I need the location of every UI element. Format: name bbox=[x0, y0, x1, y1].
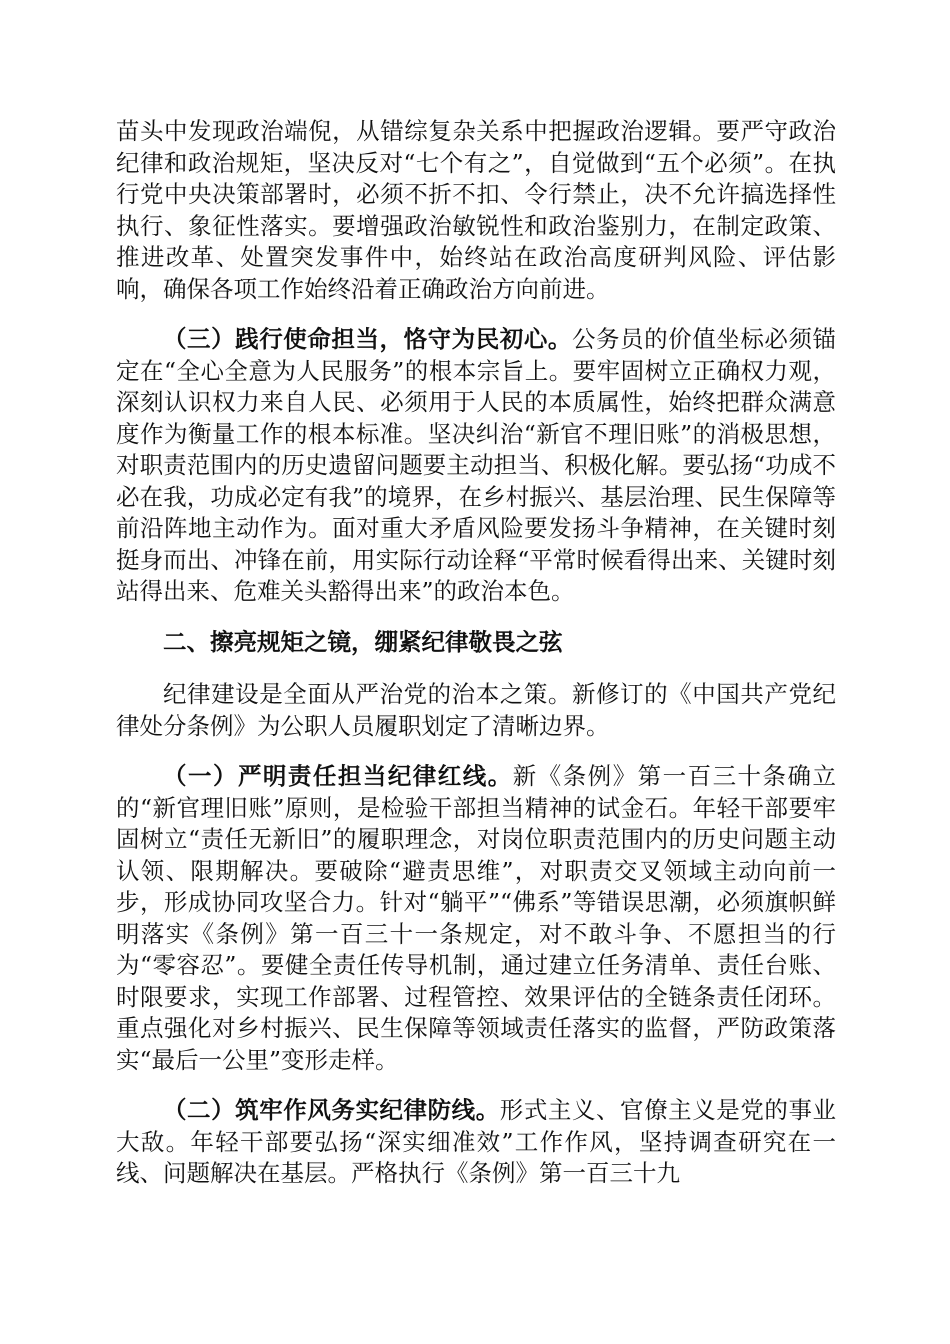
document-page bbox=[116, 116, 836, 1209]
paragraph-body: 形式主义、官僚主义是党的事业大敌。年轻干部要弘扬“深实细准效”工作作风，坚持调查研究在一线、问题解决在基层。严格执行《条例》第一百三十九 bbox=[116, 1096, 837, 1187]
paragraph-lead: （二）筑牢作风务实纪律防线。 bbox=[163, 1096, 500, 1124]
paragraph-lead: （三）践行使命担当，恪守为民初心。 bbox=[163, 325, 572, 353]
paragraph-political-discipline: 苗头中发现政治端倪，从错综复杂关系中把握政治逻辑。要严守政治纪律和政治规矩，坚决反对“七个有之”，自觉做到“五个必须”。在执行党中央决策部署时，必须不折不扣、令行禁止，决不允许搞选择性执行、象征性落实。要增强政治敏锐性和政治鉴别力，在制定政策、推进改革、处置突发事件中，始终站在政治高度研判风险、评估影响，确保各项工作始终沿着正确政治方向前进。 bbox=[116, 117, 836, 303]
paragraph-body: 公务员的价值坐标必须锚定在“全心全意为人民服务”的根本宗旨上。要牢固树立正确权力观，深刻认识权力来自人民、必须用于人民的本质属性，始终把群众满意度作为衡量工作的根本标准。坚决纠治“新官不理旧账”的消极思想，对职责范围内的历史遗留问题要主动担当、积极化解。要弘扬“功成不必在我，功成必定有我”的境界，在乡村振兴、基层治理、民生保障等前沿阵地主动作为。面对重大矛盾风险要发扬斗争精神，在关键时刻挺身而出、冲锋在前，用实际行动诠释“平常时候看得出来、关键时刻站得出来、危难关头豁得出来”的政治本色。 bbox=[116, 325, 837, 605]
paragraph-lead: （一）严明责任担当纪律红线。 bbox=[163, 762, 513, 790]
section-heading: 二、擦亮规矩之镜，绷紧纪律敬畏之弦 bbox=[163, 627, 563, 656]
paragraph-responsibility bbox=[116, 761, 836, 1076]
paragraph-work-style bbox=[116, 1095, 836, 1190]
paragraph-discipline-intro: 纪律建设是全面从严治党的治本之策。新修订的《中国共产党纪律处分条例》为公职人员履职划定了清晰边界。 bbox=[116, 680, 836, 740]
paragraph-mission bbox=[116, 324, 836, 608]
paragraph-body: 新《条例》第一百三十条确立的“新官理旧账”原则，是检验干部担当精神的试金石。年轻干部要牢固树立“责任无新旧”的履职理念，对岗位职责范围内的历史问题主动认领、限期解决。要破除“避责思维”，对职责交叉领域主动向前一步，形成协同攻坚合力。针对“躺平”“佛系”等错误思潮，必须旗帜鲜明落实《条例》第一百三十一条规定，对不敢斗争、不愿担当的行为“零容忍”。要健全责任传导机制，通过建立任务清单、责任台账、时限要求，实现工作部署、过程管控、效果评估的全链条责任闭环。重点强化对乡村振兴、民生保障等领域责任落实的监督，严防政策落实“最后一公里”变形走样。 bbox=[116, 762, 837, 1074]
